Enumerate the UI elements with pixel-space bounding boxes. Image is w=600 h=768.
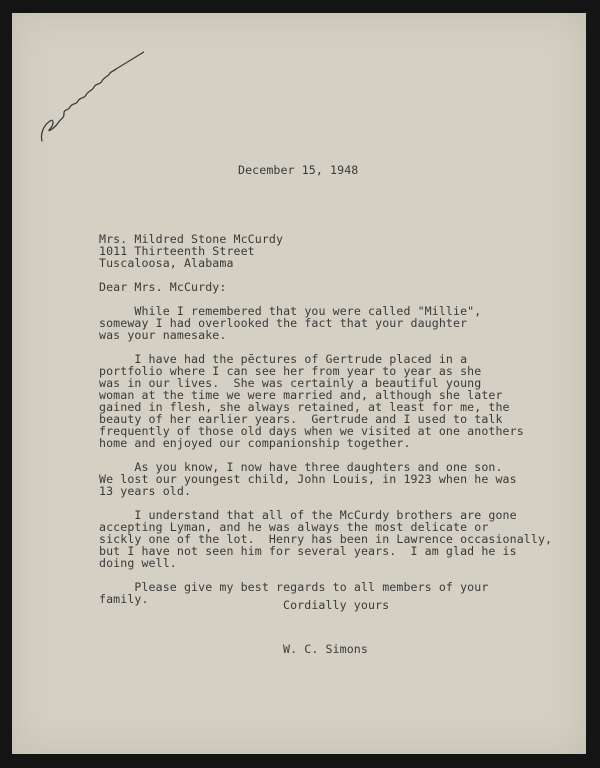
recipient-street: 1011 Thirteenth Street — [99, 244, 255, 258]
paragraph-line: Please give my best regards to all members of your — [99, 580, 489, 594]
paragraph-line: doing well. — [99, 556, 177, 570]
paragraph-line: While I remembered that you were called "Millie", — [99, 304, 482, 318]
letter-page — [12, 13, 586, 754]
paragraph-line: someway I had overlooked the fact that your daughter — [99, 316, 468, 330]
recipient-name: Mrs. Mildred Stone McCurdy — [99, 232, 284, 246]
closing: Cordially yours — [283, 598, 390, 612]
signature-typed: W. C. Simons — [283, 642, 368, 656]
letter-body — [12, 13, 586, 754]
paragraph-line: I have had the pēctures of Gertrude placed in a — [99, 352, 468, 366]
paragraph-line: but I have not seen him for several years. I am glad he is — [99, 544, 517, 558]
paragraph-line: was in our lives. She was certainly a beautiful young — [99, 376, 482, 390]
paragraph-line: woman at the time we were married and, although she later — [99, 388, 503, 402]
paragraph-line: was your namesake. — [99, 328, 227, 342]
paragraph-line: sickly one of the lot. Henry has been in Lawrence occasionally, — [99, 532, 553, 546]
paragraph-line: frequently of those old days when we visited at one anothers — [99, 424, 524, 438]
paragraph-line: home and enjoyed our companionship together. — [99, 436, 411, 450]
recipient-city: Tuscaloosa, Alabama — [99, 256, 234, 270]
salutation: Dear Mrs. McCurdy: — [99, 280, 227, 294]
paragraph-line: We lost our youngest child, John Louis, in 1923 when he was — [99, 472, 517, 486]
paragraph-line: accepting Lyman, and he was always the most delicate or — [99, 520, 489, 534]
paragraph-line: family. — [99, 592, 149, 606]
paragraph-line: beauty of her earlier years. Gertrude and I used to talk — [99, 412, 503, 426]
paragraph-line: As you know, I now have three daughters and one son. — [99, 460, 503, 474]
paragraph-line: I understand that all of the McCurdy brothers are gone — [99, 508, 517, 522]
paragraph-line: 13 years old. — [99, 484, 192, 498]
letter-date: December 15, 1948 — [238, 163, 359, 177]
paragraph-line: portfolio where I can see her from year to year as she — [99, 364, 482, 378]
paragraph-line: gained in flesh, she always retained, at least for me, the — [99, 400, 510, 414]
